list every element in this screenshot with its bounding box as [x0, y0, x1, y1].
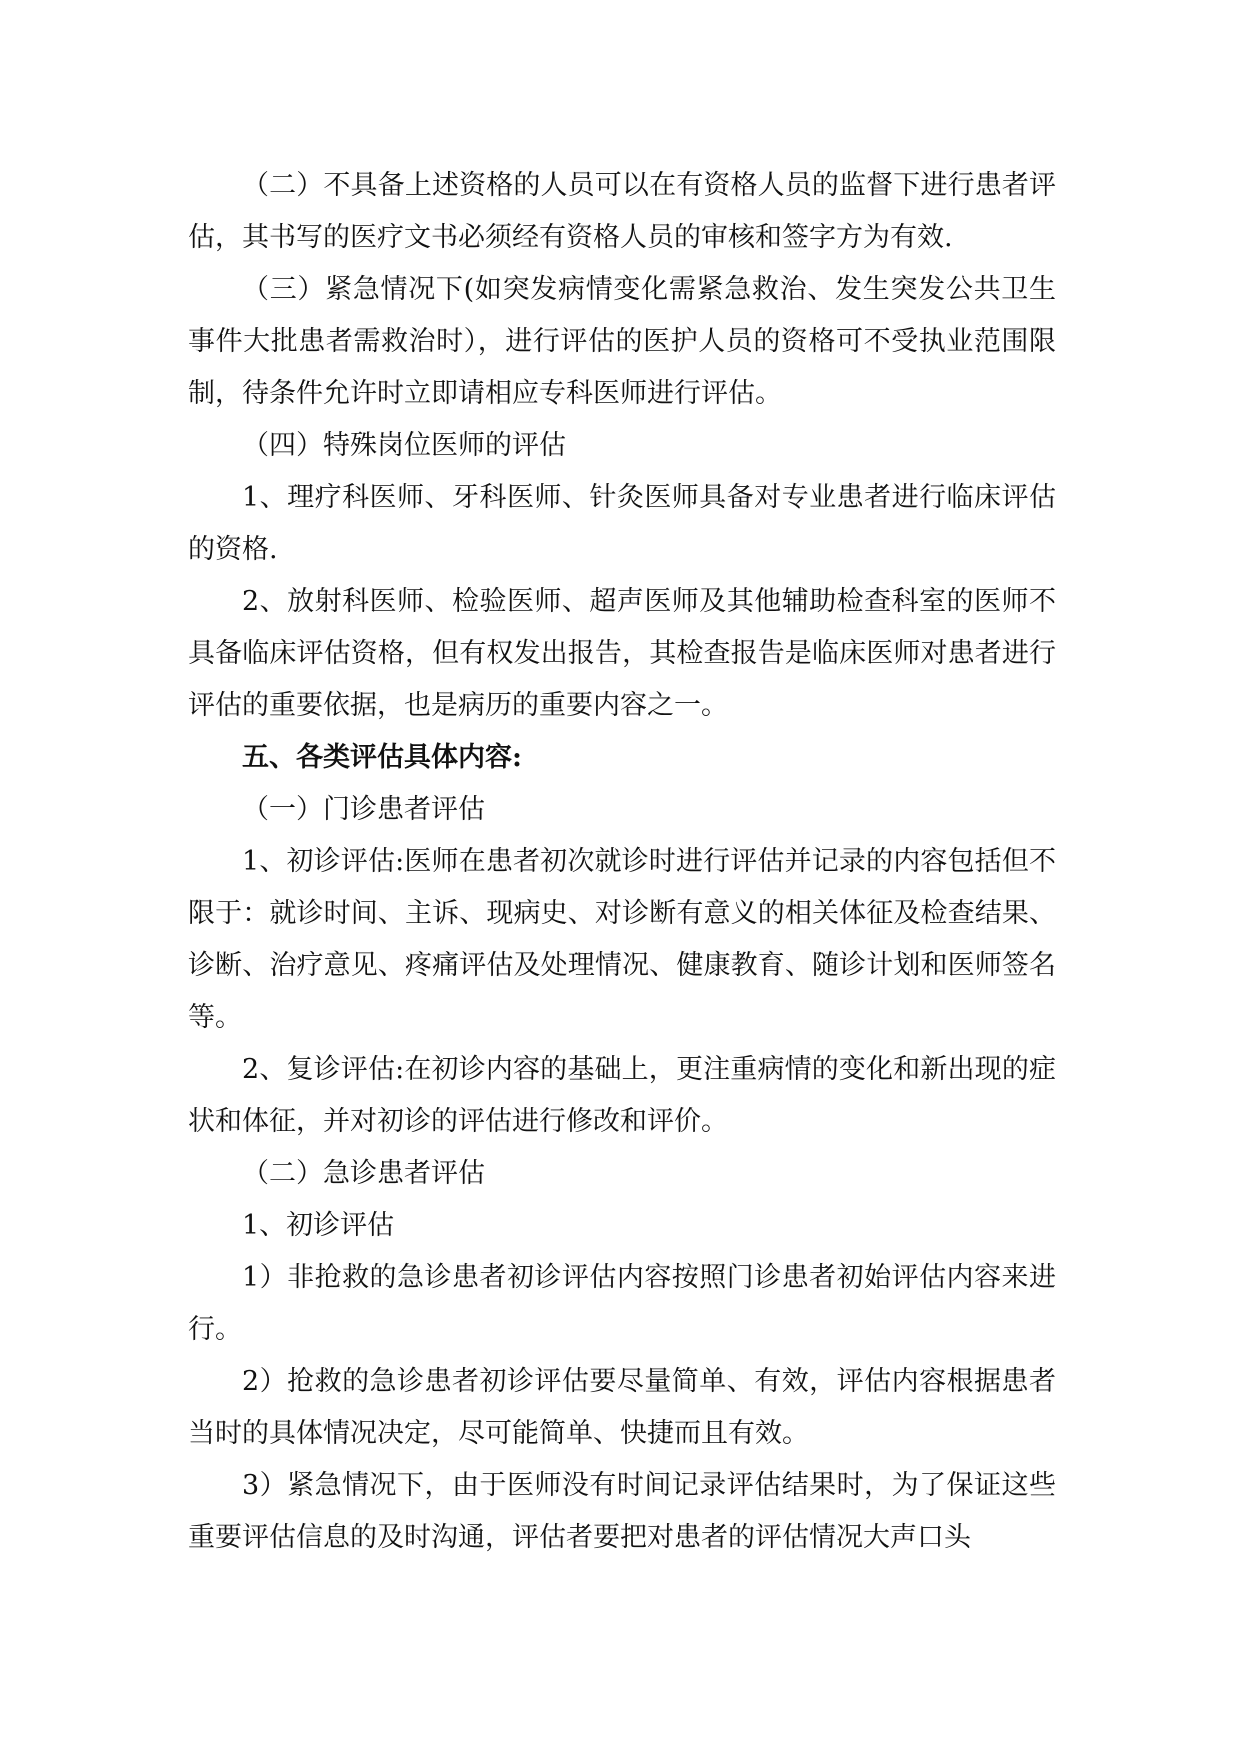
paragraph-emergency-initial-item-3: 3）紧急情况下，由于医师没有时间记录评估结果时，为了保证这些重要评估信息的及时沟通，评估者要把对患者的评估情况大声口头	[188, 1470, 1056, 1553]
section-heading-assessment-content: 五、各类评估具体内容:	[242, 742, 522, 773]
paragraph-special-post-item-2: 2、放射科医师、检验医师、超声医师及其他辅助检查科室的医师不具备临床评估资格，但有权发出报告，其检查报告是临床医师对患者进行评估的重要依据，也是病历的重要内容之一。	[188, 586, 1056, 721]
paragraph-emergency-initial-item-2: 2）抢救的急诊患者初诊评估要尽量简单、有效，评估内容根据患者当时的具体情况决定，尽可能简单、快捷而且有效。	[188, 1366, 1056, 1449]
document-body	[188, 160, 1056, 1564]
paragraph-emergency-qualification: （三）紧急情况下(如突发病情变化需紧急救治、发生突发公共卫生事件大批患者需救治时），进行评估的医护人员的资格可不受执业范围限制，待条件允许时立即请相应专科医师进行评估。	[188, 274, 1056, 409]
paragraph-outpatient-initial: 1、初诊评估:医师在患者初次就诊时进行评估并记录的内容包括但不限于：就诊时间、主诉、现病史、对诊断有意义的相关体征及检查结果、诊断、治疗意见、疼痛评估及处理情况、健康教育、随诊计划和医师签名等。	[188, 846, 1056, 1033]
paragraph-special-post-item-1: 1、理疗科医师、牙科医师、针灸医师具备对专业患者进行临床评估的资格.	[188, 482, 1056, 565]
paragraph-emergency-heading: （二）急诊患者评估	[242, 1158, 485, 1189]
paragraph-outpatient-followup: 2、复诊评估:在初诊内容的基础上，更注重病情的变化和新出现的症状和体征，并对初诊的评估进行修改和评价。	[188, 1054, 1056, 1137]
paragraph-emergency-initial-item-1: 1）非抢救的急诊患者初诊评估内容按照门诊患者初始评估内容来进行。	[188, 1262, 1056, 1345]
paragraph-special-post-heading: （四）特殊岗位医师的评估	[242, 430, 566, 461]
paragraph-outpatient-heading: （一）门诊患者评估	[242, 794, 485, 825]
paragraph-emergency-initial-heading: 1、初诊评估	[242, 1210, 395, 1241]
paragraph-qualification-supervision: （二）不具备上述资格的人员可以在有资格人员的监督下进行患者评估，其书写的医疗文书必须经有资格人员的审核和签字方为有效.	[188, 170, 1056, 253]
